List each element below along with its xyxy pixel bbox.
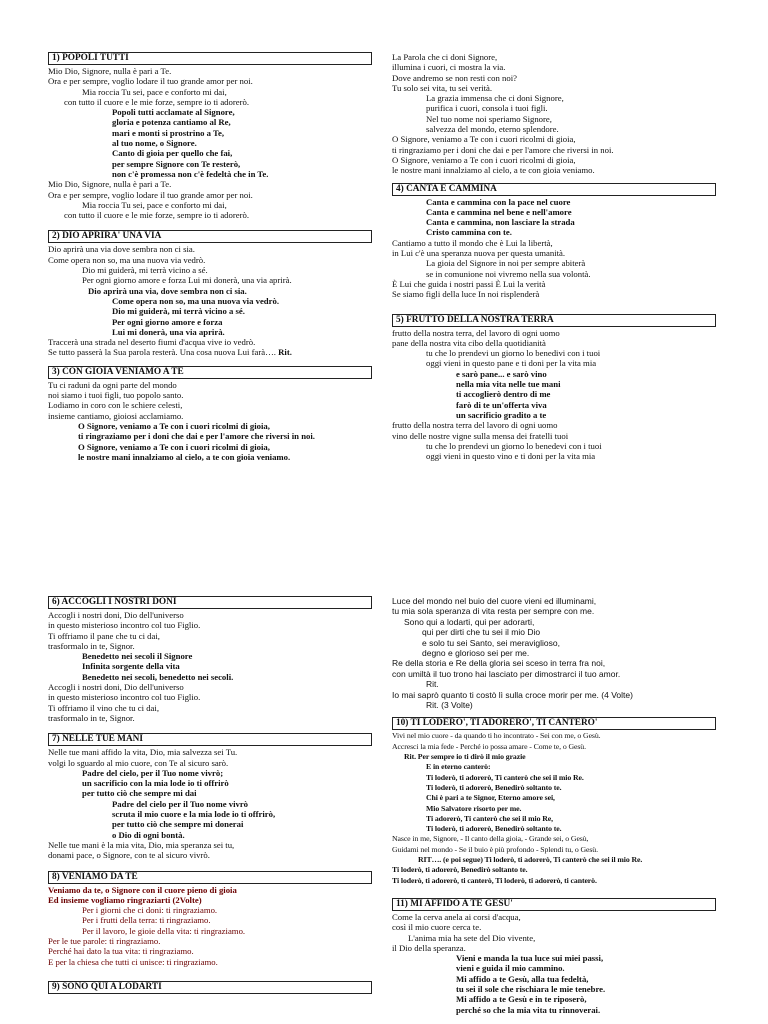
chorus-line: Ti loderò, ti adorerò, Benedirò soltanto te. <box>426 782 562 792</box>
chorus-line: gloria e potenza cantiamo al Re, <box>112 117 231 128</box>
lyric-line: Sono qui a lodarti, qui per adorarti, <box>404 616 535 627</box>
lyric-line: frutto della nostra terra del lavoro di ogni uomo <box>392 420 558 431</box>
chorus-line: Ti loderò, ti adorerò, Benedirò soltanto te. <box>392 865 528 875</box>
lyric-line: Guidami nel mondo - Se il buio è più profondo - Splendi tu, o Gesù. <box>392 844 598 854</box>
lyric-line: trasformalo in te, Signor. <box>48 712 135 723</box>
chorus-line: Padre del cielo per il Tuo nome vivrò <box>112 798 249 809</box>
lyric-line: Re della storia e Re della gloria sei sceso in terra fra noi, <box>392 658 606 669</box>
chorus-line: scruta il mio cuore e la mia lode io ti offrirò, <box>112 809 276 820</box>
lyric-line: il Dio della speranza. <box>392 942 466 953</box>
lyric-line: con tutto il cuore e le mie forze, sempre io ti adorerò. <box>64 210 250 221</box>
chorus-line: per tutto ciò che sempre mi donerai <box>112 819 244 830</box>
lyric-line: le nostre mani innalziamo al cielo, a te con gioia veniamo. <box>392 165 595 176</box>
chorus-line: Infinita sorgente della vita <box>82 661 180 672</box>
right-column-top <box>392 52 716 468</box>
song-3-continued <box>392 52 716 176</box>
chorus-line: Dio mi guiderà, mi terrà vicino a sé. <box>112 306 245 317</box>
lyric-line: Ora e per sempre, voglio lodare il tuo grande amor per noi. <box>48 76 253 87</box>
lyric-line: Mia roccia Tu sei, pace e conforto mi dai, <box>82 199 227 210</box>
lyric-line: Ora e per sempre, voglio lodare il tuo grande amor per noi. <box>48 189 253 200</box>
song-11 <box>392 898 716 1015</box>
chorus-line: Ti loderò, ti adorerò, Ti canterò che sei il mio Re. <box>426 772 584 782</box>
song-6 <box>48 596 372 723</box>
chorus-line: un sacrificio con la mia lode io ti offrirò <box>82 778 229 789</box>
lyric-line: Per ogni giorno amore e forza Lui mi donerà, una via aprirà. <box>82 275 292 286</box>
lyric-line: vino delle nostre vigne sulla mensa dei fratelli tuoi <box>392 430 569 441</box>
lyric-line: con tutto il cuore e le mie forze, sempre io ti adorerò. <box>64 96 250 107</box>
lyric-line: La grazia immensa che ci doni Signore, <box>426 93 564 104</box>
lyric-line: purifica i cuori, consola i tuoi figli. <box>426 103 548 114</box>
lyric-line: O Signore, veniamo a Te con i cuori ricolmi di gioia, <box>392 154 576 165</box>
chorus-line: Benedetto nei secoli, benedetto nei secoli. <box>82 671 234 682</box>
chorus-line: Ti adorerò, Ti canterò che sei il mio Re, <box>426 813 553 823</box>
song-title: 8) VENIAMO DA TE <box>48 871 372 884</box>
lyric-line: salvezza del mondo, eterno splendore. <box>426 124 559 135</box>
lyric-line: pane della nostra vita cibo della quotidianità <box>392 337 546 348</box>
refrain-marker: Rit. <box>278 347 292 358</box>
lyric-line: Per i frutti della terra: ti ringraziamo. <box>82 915 211 926</box>
refrain-marker: RIT…. <box>418 855 442 865</box>
lyric-line: Mio Dio, Signore, nulla è pari a Te. <box>48 66 172 76</box>
song-title: 1) POPOLI TUTTI <box>48 52 372 65</box>
song-title: 2) DIO APRIRA' UNA VIA <box>48 230 372 243</box>
chorus-line: ti accoglierò dentro di me <box>456 389 551 400</box>
chorus-line: Vieni e manda la tua luce sui miei passi, <box>456 953 604 964</box>
chorus-line: Ti loderò, ti adorerò, ti canterò, Ti loderò, ti adorerò, ti canterò. <box>392 875 597 885</box>
lyric-line: Traccerà una strada nel deserto fiumi d'acqua vive io vedrò. <box>48 337 256 348</box>
lyric-line: insieme cantiamo, gioiosi acclamiamo. <box>48 410 184 421</box>
lyric-line: Ti offriamo il vino che tu ci dai, <box>48 702 159 713</box>
lyric-line: ti ringraziamo per i doni che dai e per l'amore che riversi in noi. <box>392 144 614 155</box>
song-2 <box>48 230 372 357</box>
chorus-line: ti ringraziamo per i doni che dai e per l'amore che riversi in noi. <box>78 431 315 442</box>
lyric-line: tu mia sola speranza di vita resta per sempre con me. <box>392 606 595 617</box>
chorus-line: farò di te un'offerta viva <box>456 399 547 410</box>
lyric-line: oggi vieni in questo vino e ti doni per la vita mia <box>426 451 596 462</box>
lyric-line: Vivi nel mio cuore - da quando ti ho incontrato - Sei con me, o Gesù. <box>392 731 601 741</box>
chorus-line: Come opera non so, ma una nuova via vedrò. <box>112 295 280 306</box>
lyric-line: e solo tu sei Santo, sei meraviglioso, <box>422 637 560 648</box>
song-title: 11) MI AFFIDO A TE GESU' <box>392 898 716 911</box>
chorus-line: nella mia vita nelle tue mani <box>456 379 561 390</box>
lyric-line: Accogli i nostri doni, Dio dell'universo <box>48 682 184 693</box>
chorus-line: Chi è pari a te Signor, Eterno amore sei, <box>426 793 555 803</box>
lyric-line: Dio aprirà una via dove sembra non ci sia. <box>48 244 195 255</box>
chorus-line: Canta e cammina con la pace nel cuore <box>426 196 571 207</box>
song-10 <box>392 717 716 885</box>
lyric-line: Accogli i nostri doni, Dio dell'universo <box>48 610 184 620</box>
lyric-line: O Signore, veniamo a Te con i cuori ricolmi di gioia, <box>392 134 576 145</box>
chorus-line: e sarò pane... e sarò vino <box>456 368 547 379</box>
lyric-line: donami pace, o Signore, con te al sicuro vivrò. <box>48 850 210 861</box>
song-title: 9) SONO QUI A LODARTI <box>48 981 372 994</box>
chorus-line: perché so che la mia vita tu rinnoverai. <box>456 1004 601 1015</box>
lyric-line: in questo misterioso incontro col tuo Figlio. <box>48 692 201 703</box>
refrain-marker: Rit. (3 Volte) <box>426 700 473 711</box>
lyric-line: Mia roccia Tu sei, pace e conforto mi dai, <box>82 86 227 97</box>
chorus-line: Canta e cammina, non lasciare la strada <box>426 217 575 228</box>
lyric-line: Come opera non so, ma una nuova via vedrò. <box>48 254 206 265</box>
lyric-line: Come la cerva anela ai corsi d'acqua, <box>392 911 521 922</box>
lyric-line: Cantiamo a tutto il mondo che è Lui la libertà, <box>392 237 553 248</box>
chorus-line: mari e monti si prostrino a Te, <box>112 127 225 138</box>
lyric-line: illumina i cuori, ci mostra la via. <box>392 62 506 73</box>
lyric-line: volgi lo sguardo al mio cuore, con Te al sicuro sarò. <box>48 757 229 768</box>
lyric-line: tu che lo prendevi un giorno lo benedivi con i tuoi <box>426 348 601 359</box>
song-8 <box>48 871 372 967</box>
chorus-line: Mio Salvatore risorto per me. <box>426 803 522 813</box>
lyric-text: Se tutto passerà la Sua parola resterà. Una cosa nuova Lui farà…. <box>48 347 276 358</box>
chorus-line: E in eterno canterò: <box>426 762 491 772</box>
song-4 <box>392 183 716 300</box>
chorus-line: Canto di gioia per quello che fai, <box>112 148 233 159</box>
song-9-title-box <box>48 981 372 994</box>
chorus-line: per sempre Signore con Te resterò, <box>112 158 241 169</box>
chorus-line: Per ogni giorno amore e forza <box>112 316 223 327</box>
chorus-line: O Signore, veniamo a Te con i cuori ricolmi di gioia, <box>78 420 270 431</box>
chorus-line: Veniamo da te, o Signore con il cuore pieno di gioia <box>48 884 237 895</box>
chorus-line: Cristo cammina con te. <box>426 227 512 238</box>
lyric-line: in questo misterioso incontro col tuo Figlio. <box>48 620 201 631</box>
song-1 <box>48 52 372 220</box>
chorus-line: per tutto ciò che sempre mi dai <box>82 788 197 799</box>
chorus-line: tu sei il sole che rischiara le mie tenebre. <box>456 984 606 994</box>
song-title: 7) NELLE TUE MANI <box>48 733 372 746</box>
chorus-line: Rit. Per sempre io ti dirò il mio grazie <box>404 752 526 762</box>
lyric-line: così il mio cuore cerca te. <box>392 922 482 933</box>
lyric-line: Se siamo figli della luce In noi risplenderà <box>392 289 540 300</box>
lyric-line: frutto della nostra terra, del lavoro di ogni uomo <box>392 327 560 338</box>
lyric-line: Ti offriamo il pane che tu ci dai, <box>48 630 160 641</box>
chorus-line: Dio aprirà una via, dove sembra non ci sia. <box>88 285 247 296</box>
lyric-line: degno e glorioso sei per me. <box>422 648 530 659</box>
lyric-line: Per il lavoro, le gioie della vita: ti ringraziamo. <box>82 925 246 936</box>
song-5 <box>392 314 716 462</box>
lyric-line <box>48 347 372 357</box>
chorus-line: Canta e cammina nel bene e nell'amore <box>426 206 572 217</box>
lyric-line: con umiltà il tuo trono hai lasciato per dimostrarci il tuo amor. <box>392 668 621 679</box>
lyric-line: Perché hai dato la tua vita: ti ringraziamo. <box>48 946 194 957</box>
chorus-line: al tuo nome, o Signore. <box>112 138 197 149</box>
lyric-line: Luce del mondo nel buio del cuore vieni ed illuminami, <box>392 596 597 606</box>
lyric-text: (e poi segue) Ti loderò, ti adorerò, Ti canterò che sei il mio Re. <box>442 855 643 865</box>
lyric-line: Tu solo sei vita, tu sei verità. <box>392 82 493 93</box>
chorus-line: o Dio di ogni bontà. <box>112 829 185 840</box>
lyric-line: Dio mi guiderà, mi terrà vicino a sé. <box>82 265 208 276</box>
chorus-line: Ed insieme vogliamo ringraziarti (2Volte) <box>48 894 202 905</box>
lyric-line: Io mai saprò quanto ti costò lì sulla croce morir per me. (4 Volte) <box>392 689 633 700</box>
song-9-lyrics <box>392 596 716 710</box>
lyric-line: tu che lo prendevi un giorno lo benedevi con i tuoi <box>426 440 602 451</box>
lyric-line: Accresci la mia fede - Perché io possa amare - Come te, o Gesù. <box>392 741 586 751</box>
chorus-line: un sacrificio gradito a te <box>456 409 547 420</box>
chorus-line: le nostre mani innalziamo al cielo, a te con gioia veniamo. <box>78 451 291 462</box>
refrain-marker: Rit. <box>426 679 439 690</box>
lyric-line: Lodiamo in coro con le schiere celesti, <box>48 400 183 411</box>
lyric-line: noi siamo i tuoi figli, tuo popolo santo. <box>48 390 184 401</box>
lyric-line: È Lui che guida i nostri passi È Lui la verità <box>392 278 546 289</box>
lyric-line: L'anima mia ha sete del Dio vivente, <box>408 932 536 943</box>
left-column-bottom <box>48 596 372 1001</box>
song-title: 4) CANTA E CAMMINA <box>392 183 716 196</box>
lyric-line: La Parola che ci doni Signore, <box>392 52 498 62</box>
lyric-line: qui per dirti che tu sei il mio Dio <box>422 627 541 638</box>
lyric-line: Tu ci raduni da ogni parte del mondo <box>48 379 177 390</box>
lyric-line: Nelle tue mani affido la vita, Dio, mia salvezza sei Tu. <box>48 747 238 758</box>
chorus-line: non c'è promessa non c'è fedeltà che in Te. <box>112 168 269 179</box>
lyric-line: Dove andremo se non resti con noi? <box>392 72 517 83</box>
song-title: 6) ACCOGLI I NOSTRI DONI <box>48 596 372 609</box>
song-title: 5) FRUTTO DELLA NOSTRA TERRA <box>392 314 716 327</box>
chorus-line <box>392 855 716 865</box>
song-7 <box>48 733 372 860</box>
song-title: 10) TI LODERO', TI ADORERO', TI CANTERO' <box>392 717 716 730</box>
chorus-line: vieni e guida il mio cammino. <box>456 963 565 974</box>
chorus-line: Padre del cielo, per il Tuo nome vivrò; <box>82 767 224 778</box>
chorus-line: Benedetto nei secoli il Signore <box>82 651 193 662</box>
lyric-line: Mio Dio, Signore, nulla è pari a Te. <box>48 179 172 190</box>
chorus-line: Mi affido a te Gesù e in te riposerò, <box>456 994 587 1005</box>
lyric-line: Per i giorni che ci doni: ti ringraziamo. <box>82 905 218 916</box>
lyric-line: Nelle tue mani è la mia vita, Dio, mia speranza sei tu, <box>48 839 235 850</box>
lyric-line: trasformalo in te, Signor. <box>48 640 135 651</box>
chorus-line: Lui mi donerà, una via aprirà. <box>112 326 225 337</box>
song-title: 3) CON GIOIA VENIAMO A TE <box>48 366 372 379</box>
chorus-line: Popoli tutti acclamate al Signore, <box>112 107 235 118</box>
lyric-line: La gioia del Signore in noi per sempre abiterà <box>426 258 586 269</box>
lyric-line: oggi vieni in questo pane e ti doni per la vita mia <box>426 358 597 369</box>
lyric-line: Per le tue parole: ti ringraziamo. <box>48 936 161 947</box>
chorus-line: Ti loderò, ti adorerò, Benedirò soltanto te. <box>426 824 562 834</box>
song-3 <box>48 366 372 462</box>
chorus-line: O Signore, veniamo a Te con i cuori ricolmi di gioia, <box>78 441 270 452</box>
lyric-line: E per la chiesa che tutti ci unisce: ti ringraziamo. <box>48 956 218 967</box>
lyric-line: in Lui c'è una speranza nuova per questa umanità. <box>392 248 566 259</box>
lyric-line: Nasce in me, Signore, - Il canto della gioia, - Grande sei, o Gesù, <box>392 834 589 844</box>
left-column-top <box>48 52 372 469</box>
right-column-bottom <box>392 596 716 1022</box>
chorus-line: Mi affido a te Gesù, alla tua fedeltà, <box>456 973 589 984</box>
lyric-line: Nel tuo nome noi speriamo Signore, <box>426 113 552 124</box>
lyric-line: se in comunione noi vivremo nella sua volontà. <box>426 268 591 279</box>
